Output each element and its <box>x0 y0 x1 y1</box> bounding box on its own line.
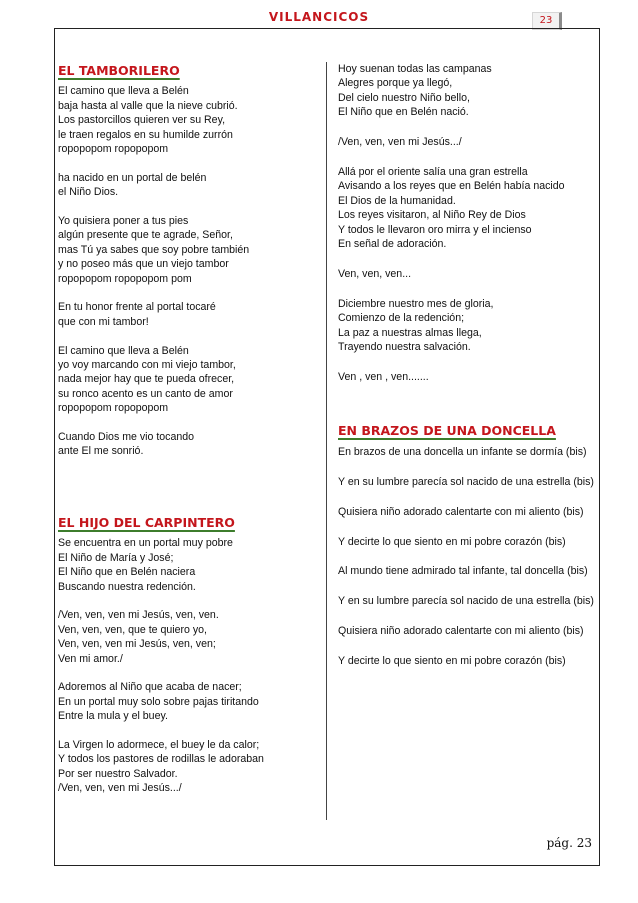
lyric-line: El Niño que en Belén nació. <box>338 106 469 119</box>
lyric-line: En brazos de una doncella un infante se dormía (bis) <box>338 445 587 458</box>
lyric-line: Y decirte lo que siento en mi pobre corazón (bis) <box>338 535 566 548</box>
lyric-line: Del cielo nuestro Niño bello, <box>338 91 470 104</box>
song-hoy-suenan-todas-las-campanas <box>338 62 594 384</box>
page-number-tab: 23 <box>532 12 562 30</box>
lyric-line: Allá por el oriente salía una gran estrella <box>338 166 528 179</box>
lyric-line: Quisiera niño adorado calentarte con mi aliento (bis) <box>338 505 584 518</box>
stanza <box>338 370 594 384</box>
lyric-line: En señal de adoración. <box>338 238 447 251</box>
lyric-line: Diciembre nuestro mes de gloria, <box>338 297 494 310</box>
lyric-line: Ven, ven, ven... <box>338 267 412 280</box>
lyric-line: Hoy suenan todas las campanas <box>338 63 492 75</box>
lyric-line: Al mundo tiene admirado tal infante, tal doncella (bis) <box>338 565 588 578</box>
stanza <box>338 165 594 251</box>
lyric-line: ha nacido en un portal de belén <box>58 171 207 184</box>
stanza <box>338 475 594 489</box>
stanza <box>58 738 320 796</box>
lyric-line: El Niño de María y José; <box>58 551 174 564</box>
lyric-line: mas Tú ya sabes que soy pobre también <box>58 243 250 256</box>
song-el-tamborilero <box>58 64 320 459</box>
stanza <box>338 267 594 281</box>
lyric-line: ante El me sonrió. <box>58 445 144 458</box>
lyric-line: Cuando Dios me vio tocando <box>58 431 195 444</box>
lyric-line: su ronco acento es un canto de amor <box>58 387 233 400</box>
lyric-line: En tu honor frente al portal tocaré <box>58 301 216 314</box>
stanza <box>58 608 320 666</box>
stanza <box>338 624 594 638</box>
page-footer-number: pág. 23 <box>546 836 592 850</box>
song-title: EN BRAZOS DE UNA DONCELLA <box>338 423 556 439</box>
lyric-line: el Niño Dios. <box>58 186 119 199</box>
stanza <box>58 84 320 156</box>
stanza <box>58 214 320 286</box>
lyric-line: Comienzo de la redención; <box>338 312 465 325</box>
stanza <box>338 135 594 149</box>
lyric-line: Se encuentra en un portal muy pobre <box>58 537 233 550</box>
lyric-line: le traen regalos en su humilde zurrón <box>58 128 233 141</box>
lyric-line: ropopopom ropopopom <box>58 402 169 415</box>
lyric-line: Y todos los pastores de rodillas le adoraban <box>58 753 264 766</box>
stanza <box>338 62 594 120</box>
lyric-line: Y todos le llevaron oro mirra y el incienso <box>338 223 532 236</box>
lyric-line: La paz a nuestras almas llega, <box>338 326 482 339</box>
stanza <box>338 535 594 549</box>
lyric-line: Ven , ven , ven....... <box>338 371 429 383</box>
lyric-line: El Niño que en Belén naciera <box>58 566 196 579</box>
lyric-line: Trayendo nuestra salvación. <box>338 341 471 354</box>
left-column <box>58 64 320 796</box>
stanza <box>338 297 594 355</box>
lyric-line: Buscando nuestra redención. <box>58 580 196 593</box>
lyric-line: El camino que lleva a Belén <box>58 85 189 98</box>
lyric-line: nada mejor hay que te pueda ofrecer, <box>58 373 235 386</box>
lyric-line: Y en su lumbre parecía sol nacido de una estrella (bis) <box>338 595 594 608</box>
lyric-line: Por ser nuestro Salvador. <box>58 767 178 780</box>
lyric-line: Ven mi amor./ <box>58 652 123 665</box>
lyric-line: En un portal muy solo sobre pajas tiritando <box>58 695 259 708</box>
lyric-line: que con mi tambor! <box>58 315 149 328</box>
lyric-line: Alegres porque ya llegó, <box>338 77 453 90</box>
lyric-line: La Virgen lo adormece, el buey le da calor; <box>58 738 260 751</box>
lyric-line: baja hasta al valle que la nieve cubrió. <box>58 99 238 112</box>
stanza <box>338 445 594 459</box>
lyric-line: Y decirte lo que siento en mi pobre corazón (bis) <box>338 655 566 668</box>
song-title: EL HIJO DEL CARPINTERO <box>58 514 235 530</box>
lyric-line: Los pastorcillos quieren ver su Rey, <box>58 114 226 127</box>
lyric-line: Entre la mula y el buey. <box>58 710 168 723</box>
lyric-line: Yo quisiera poner a tus pies <box>58 215 189 228</box>
stanza <box>338 594 594 608</box>
lyric-line: Avisando a los reyes que en Belén había nacido <box>338 180 565 193</box>
lyric-line: ropopopom ropopopom pom <box>58 272 192 285</box>
lyric-line: El camino que lleva a Belén <box>58 344 189 357</box>
stanza <box>338 564 594 578</box>
lyric-line: ropopopom ropopopom <box>58 143 169 156</box>
stanza <box>58 171 320 200</box>
column-divider <box>326 62 327 820</box>
lyric-line: Y en su lumbre parecía sol nacido de una estrella (bis) <box>338 475 594 488</box>
stanza <box>58 344 320 416</box>
song-en-brazos-de-una-doncella <box>338 424 594 668</box>
lyric-line: Ven, ven, ven mi Jesús, ven, ven; <box>58 638 216 651</box>
lyric-line: algún presente que te agrade, Señor, <box>58 229 233 242</box>
stanza <box>338 654 594 668</box>
right-column <box>338 62 594 669</box>
lyric-line: Quisiera niño adorado calentarte con mi aliento (bis) <box>338 625 584 638</box>
stanza <box>338 505 594 519</box>
lyric-line: Los reyes visitaron, al Niño Rey de Dios <box>338 209 526 222</box>
lyric-line: /Ven, ven, ven mi Jesús, ven, ven. <box>58 609 219 622</box>
song-el-hijo-del-carpintero <box>58 516 320 796</box>
lyric-line: /Ven, ven, ven mi Jesús.../ <box>338 136 462 149</box>
lyric-line: y no poseo más que un viejo tambor <box>58 258 229 271</box>
stanza <box>58 430 320 459</box>
lyric-line: yo voy marcando con mi viejo tambor, <box>58 359 236 372</box>
stanza <box>58 300 320 329</box>
lyric-line: Adoremos al Niño que acaba de nacer; <box>58 681 242 694</box>
song-title: EL TAMBORILERO <box>58 63 180 78</box>
running-title: VILLANCICOS <box>268 10 370 24</box>
lyric-line: Ven, ven, ven, que te quiero yo, <box>58 623 208 636</box>
stanza <box>58 536 320 594</box>
lyric-line: /Ven, ven, ven mi Jesús.../ <box>58 782 182 795</box>
lyric-line: El Dios de la humanidad. <box>338 194 456 207</box>
stanza <box>58 680 320 723</box>
